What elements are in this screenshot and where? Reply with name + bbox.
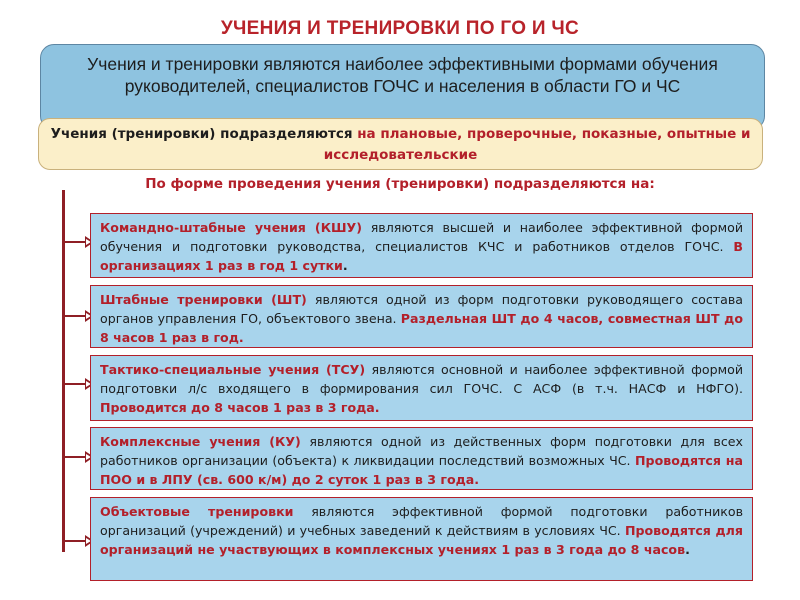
card-text: являются основной и наиболее эффективной формой подготовки л/с входящего в формирования сил ГОЧС. С АСФ (в т.ч. НАСФ и НФГО). <box>100 362 743 396</box>
card-term: Комплексные учения (КУ) <box>100 434 301 449</box>
connector-arrow-2 <box>62 315 88 317</box>
card-tail: . <box>685 542 690 557</box>
card-kshu <box>90 213 753 278</box>
card-highlight: Раздельная ШТ до 4 часов, совместная ШТ до 8 часов 1 раз в год. <box>100 311 743 345</box>
card-sht <box>90 285 753 348</box>
card-ku <box>90 427 753 490</box>
card-highlight: Проводятся для организаций не участвующих в комплексных учениях 1 раз в 3 года до 8 часов <box>100 523 743 557</box>
card-text: являются высшей и наиболее эффективной формой обучения и подготовки руководства, специалистов КЧС и работников отделов ГОЧС. <box>100 220 744 254</box>
card-highlight: Проводится до 8 часов 1 раз в 3 года. <box>100 400 380 415</box>
subtypes-prefix: Учения (тренировки) подразделяются <box>50 126 358 142</box>
card-term: Объектовые тренировки <box>100 504 294 519</box>
subtypes-highlight: на плановые, проверочные, показные, опытные и исследовательские <box>323 126 751 163</box>
card-text: являются одной из действенных форм подготовки для всех работников организации (объекта) к ликвидации последствий возможных ЧС. <box>100 434 743 468</box>
subtypes-box <box>38 118 763 170</box>
card-highlight: В организациях 1 раз в год 1 сутки <box>100 239 743 273</box>
card-term: Командно-штабные учения (КШУ) <box>100 220 363 235</box>
card-text: являются эффективной формой подготовки работников организаций (учреждений) и учебных заведений к действиям в условиях ЧС. <box>100 504 743 538</box>
card-object-training <box>90 497 753 581</box>
card-term: Штабные тренировки (ШТ) <box>100 292 307 307</box>
connector-arrow-4 <box>62 456 88 458</box>
connector-arrow-5 <box>62 540 88 542</box>
page-title: УЧЕНИЯ И ТРЕНИРОВКИ ПО ГО И ЧС <box>220 18 580 39</box>
card-tail: . <box>342 258 348 273</box>
connector-arrow-3 <box>62 383 88 385</box>
card-term: Тактико-специальные учения (ТСУ) <box>100 362 366 377</box>
card-text: являются одной из форм подготовки руководящего состава органов управления ГО, объектового звена. <box>100 292 743 326</box>
card-tsu <box>90 355 753 421</box>
form-heading: По форме проведения учения (тренировки) подразделяются на: <box>145 176 655 192</box>
card-highlight: Проводятся на ПОО и в ЛПУ (св. 600 к/м) до 2 суток 1 раз в 3 года. <box>100 453 743 487</box>
intro-text: Учения и тренировки являются наиболее эффективными формами обучения руководителей, специалистов ГОЧС и населения в области ГО и ЧС <box>87 54 718 96</box>
connector-trunk <box>62 190 65 552</box>
connector-arrow-1 <box>62 241 88 243</box>
